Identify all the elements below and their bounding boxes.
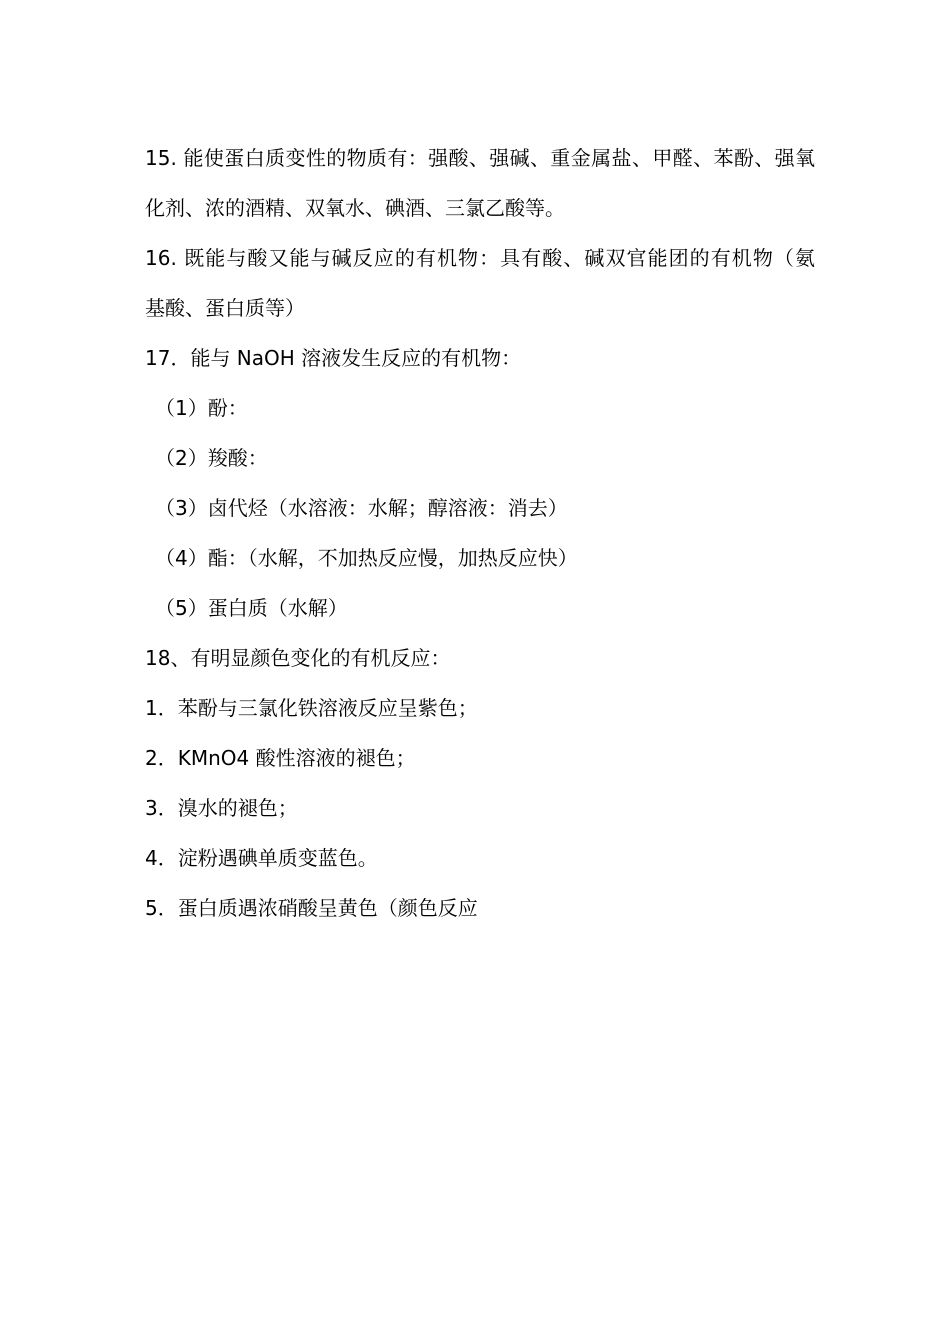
item-18-heading: 18、有明显颜色变化的有机反应： <box>145 646 451 670</box>
item-15-line-2: 化剂、浓的酒精、双氧水、碘酒、三氯乙酸等。 <box>145 196 565 220</box>
item-18-point-5: 5．蛋白质遇浓硝酸呈黄色（颜色反应 <box>145 896 478 920</box>
item-18-point-3: 3．溴水的褪色； <box>145 796 298 820</box>
item-17-sub-2: （2）羧酸： <box>155 446 268 470</box>
item-17-sub-5: （5）蛋白质（水解） <box>155 596 348 620</box>
item-16-line-1: 16. 既能与酸又能与碱反应的有机物：具有酸、碱双官能团的有机物（氨 <box>145 246 815 270</box>
item-16-line-2: 基酸、蛋白质等） <box>145 296 305 320</box>
document-body <box>145 133 815 933</box>
item-18-point-4: 4．淀粉遇碘单质变蓝色。 <box>145 846 378 870</box>
item-17-sub-1: （1）酚： <box>155 396 248 420</box>
item-18-point-1: 1．苯酚与三氯化铁溶液反应呈紫色； <box>145 696 478 720</box>
item-17-sub-3: （3）卤代烃（水溶液：水解；醇溶液：消去） <box>155 496 568 520</box>
item-18-point-2: 2．KMnO4 酸性溶液的褪色； <box>145 746 416 770</box>
item-15-line-1: 15. 能使蛋白质变性的物质有：强酸、强碱、重金属盐、甲醛、苯酚、强氧 <box>145 146 815 170</box>
item-17-sub-4: （4）酯：（水解，不加热反应慢，加热反应快） <box>155 546 578 570</box>
item-17-heading: 17．能与 NaOH 溶液发生反应的有机物： <box>145 346 522 370</box>
